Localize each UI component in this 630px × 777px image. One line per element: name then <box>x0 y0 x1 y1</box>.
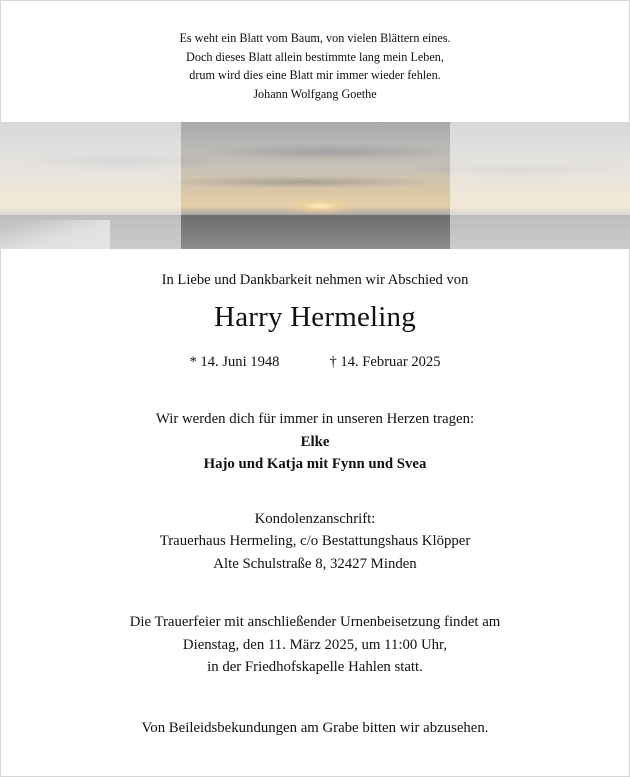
poem-author: Johann Wolfgang Goethe <box>253 86 377 101</box>
condolence-heading: Kondolenzanschrift: <box>254 511 376 527</box>
banner-fade-right <box>450 122 630 249</box>
poem-line: drum wird dies eine Blatt mir immer wieder fehlen. <box>189 68 441 82</box>
intro-text: In Liebe und Dankbarkeit nehmen wir Abschied von <box>161 272 469 288</box>
service-info-line: in der Friedhofskapelle Hahlen statt. <box>207 659 423 675</box>
family-lead-text: Wir werden dich für immer in unseren Herzen tragen: <box>155 411 475 427</box>
deceased-name: Harry Hermeling <box>214 301 416 333</box>
condolence-address-line: Alte Schulstraße 8, 32427 Minden <box>213 556 417 572</box>
birth-date: * 14. Juni 1948 <box>189 354 280 370</box>
poem-line: Doch dieses Blatt allein bestimmte lang mein Leben, <box>186 49 444 64</box>
poem-block <box>0 29 630 103</box>
poem-line: Es weht ein Blatt vom Baum, von vielen Blättern eines. <box>179 31 451 45</box>
condolence-address-line: Trauerhaus Hermeling, c/o Bestattungshaus Klöpper <box>159 533 471 549</box>
family-member: Elke <box>300 434 330 450</box>
closing-note: Von Beileidsbekundungen am Grabe bitten wir abzusehen. <box>141 720 489 736</box>
death-date: † 14. Februar 2025 <box>329 354 441 370</box>
banner-sun <box>285 198 355 214</box>
service-info-line: Die Trauerfeier mit anschließender Urnenbeisetzung findet am <box>129 614 501 630</box>
family-member: Hajo und Katja mit Fynn und Svea <box>203 456 427 472</box>
life-dates <box>0 354 630 371</box>
banner-fade-left <box>0 122 181 249</box>
service-info-line: Dienstag, den 11. März 2025, um 11:00 Uhr, <box>182 637 448 653</box>
sunset-banner-image <box>0 122 630 249</box>
